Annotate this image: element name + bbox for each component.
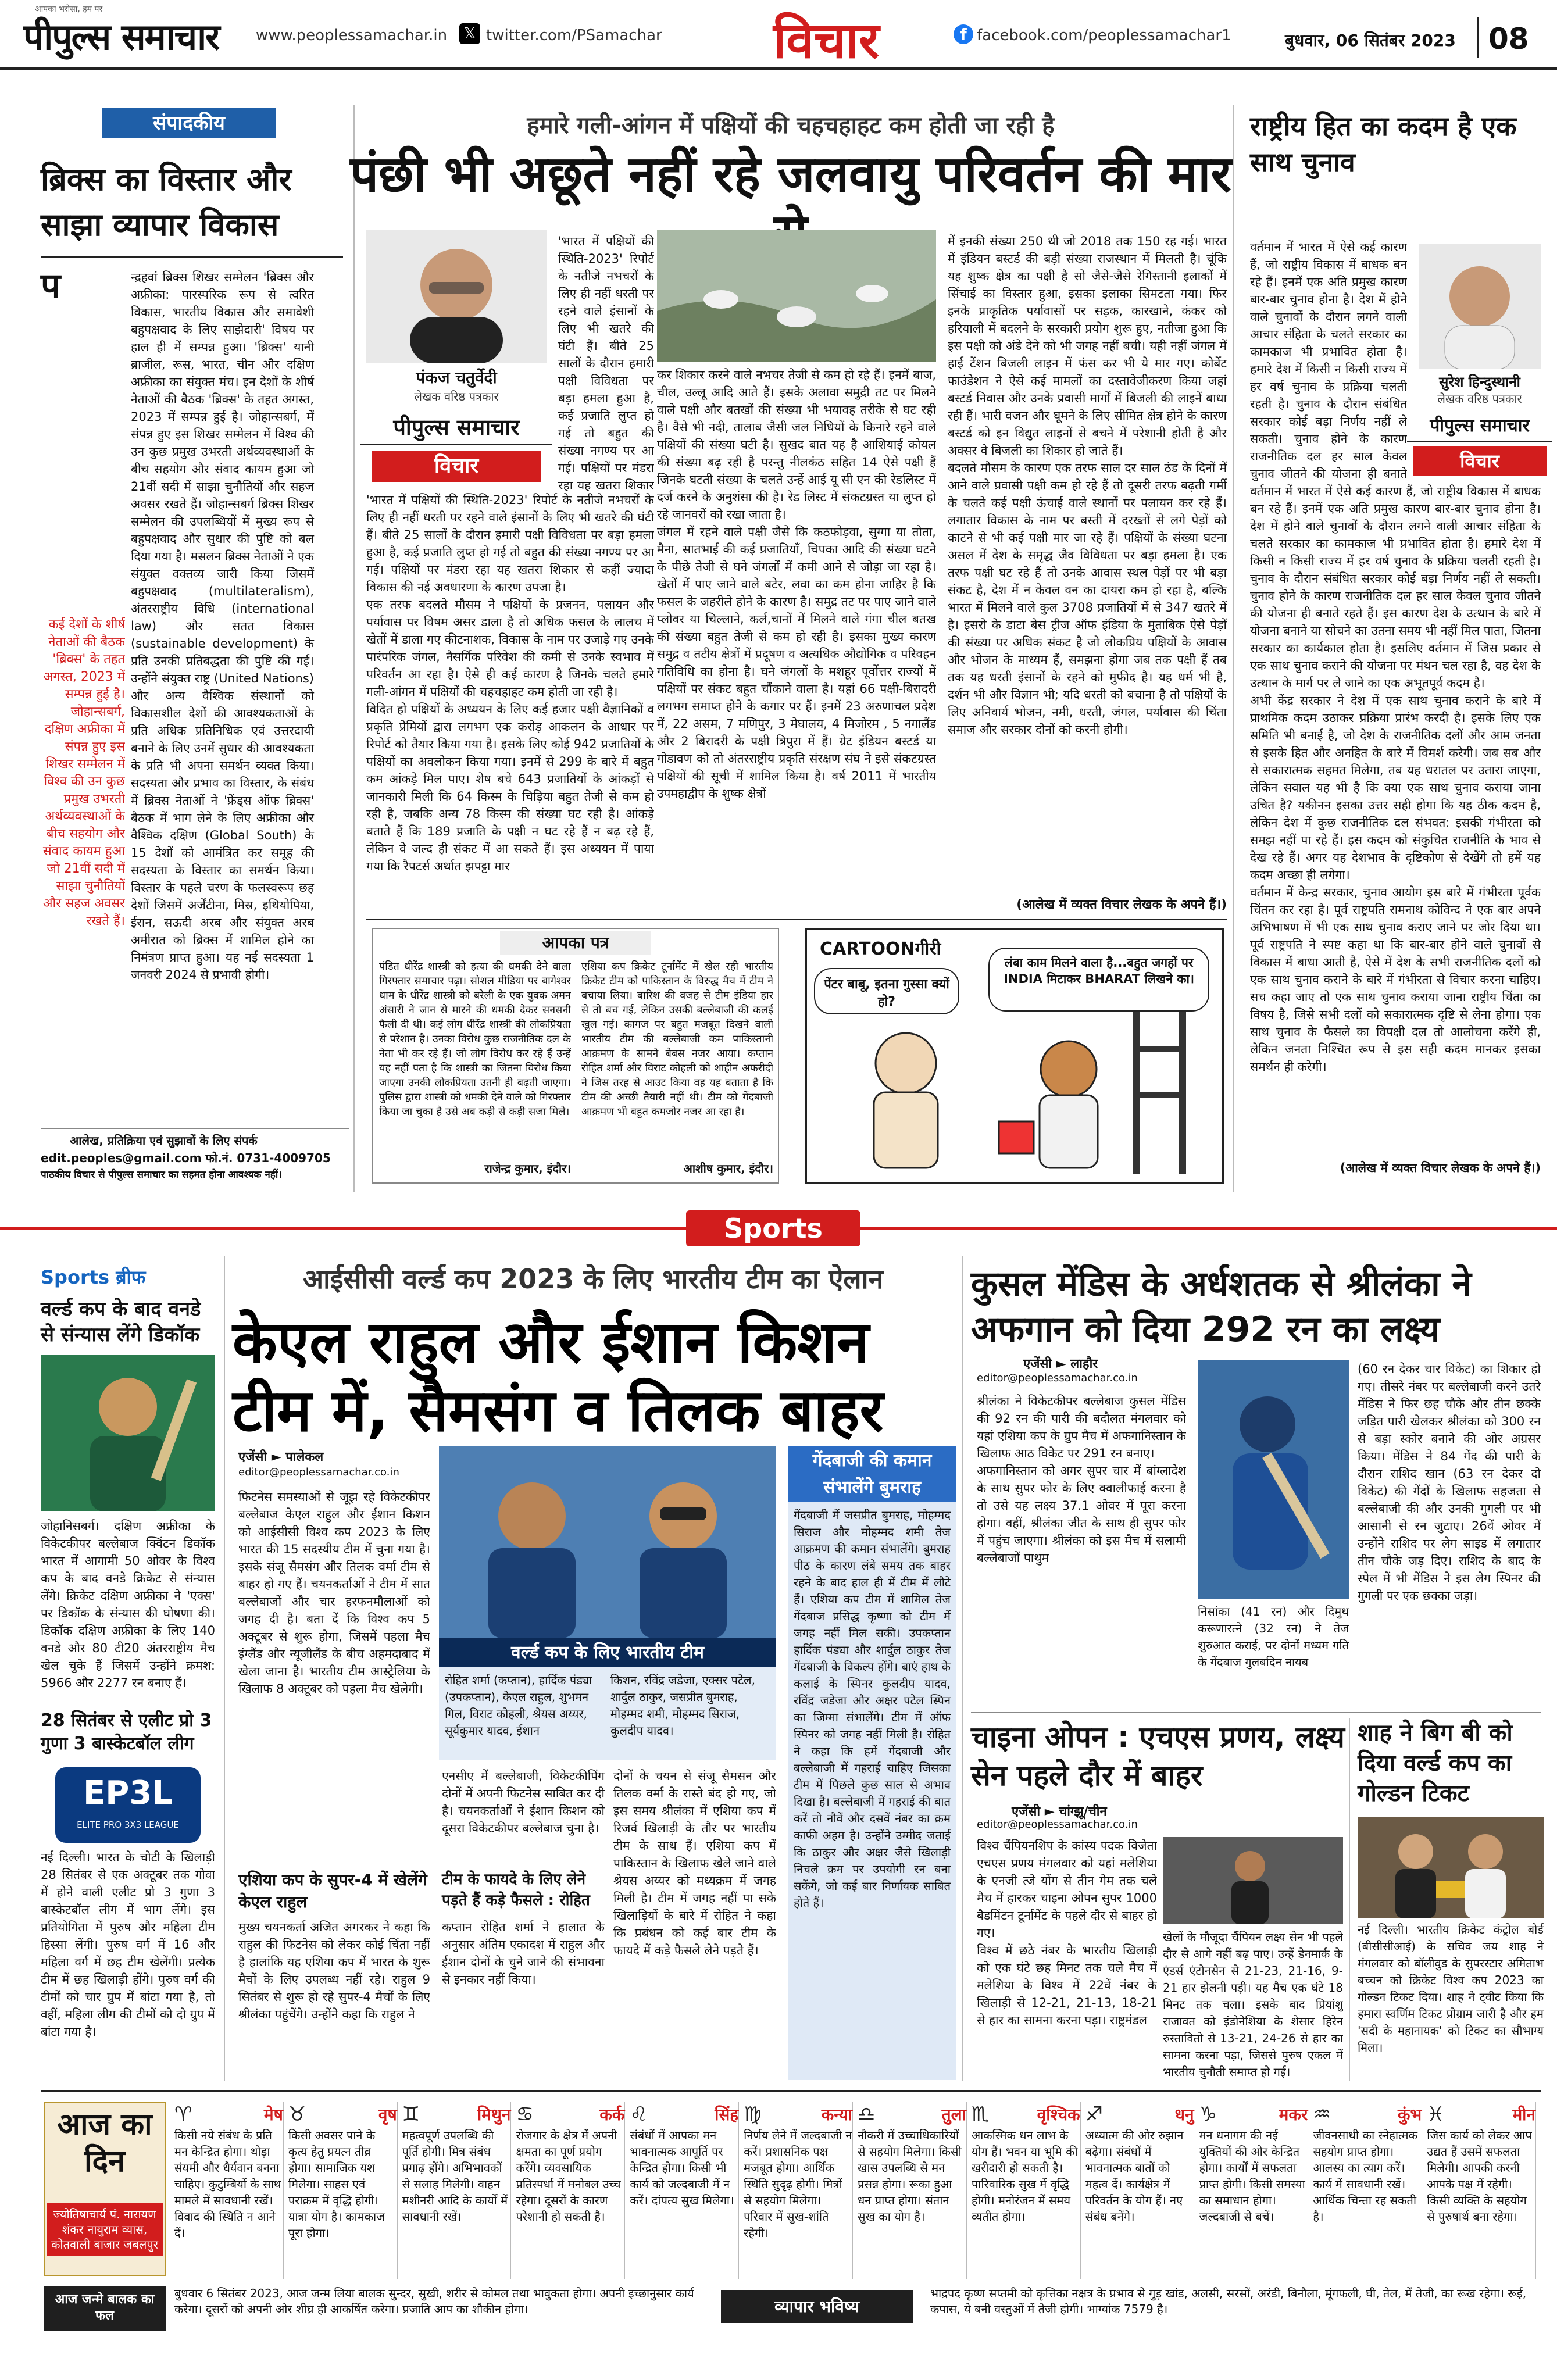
rashi-cell xyxy=(1313,2102,1422,2279)
birds-on-shore-icon xyxy=(657,230,936,362)
horoscope-top-rule xyxy=(41,2090,1541,2092)
china-headline: चाइना ओपन : एचएस प्रणय, लक्ष्य सेन पहले दौर में बाहर xyxy=(971,1720,1345,1792)
mendis-headline: कुसल मेंडिस के अर्धशतक से श्रीलंका ने अफगान को दिया 292 रन का लक्ष्य xyxy=(971,1264,1472,1350)
zodiac-8-icon: ♏ xyxy=(971,2103,990,2126)
masthead xyxy=(0,0,1557,70)
author-role: लेखक वरिष्ठ पत्रकार xyxy=(414,389,499,403)
editorial-pullquote: कई देशों के शीर्ष नेताओं की बैठक 'ब्रिक्स' के तहत अगस्त, 2023 में सम्पन्न हुई है। जोहान्सबर्ग, दक्षिण अफ्रीका में संपन्न हुए इस शिखर सम्मेलन में विश्व की उन कुछ प्रमुख उभरती अर्थव्यवस्थाओं के बीच सहयोग और संवाद कायम हुआ जो 21वीं सदी में साझा चुनौतियों और सहज अवसर रखते हैं। xyxy=(42,617,125,928)
wc-sub1: एशिया कप के सुपर-4 में खेलेंगे केएल राहुल xyxy=(238,1870,427,1911)
letter-1-body: पंडित धीरेंद्र शास्त्री को हत्या की धमकी देने वाला गिरफ्तार समाचार पढ़ा। सोशल मीडिया पर बागेश्वर धाम के धीरेंद्र शास्त्री को बरेली के एक युवक अमन अंसारी ने जान से मारने की धमकी देकर सनसनी फैली दी थी। कई लोग धीरेंद्र शास्त्री की लोकप्रियता से परेशान है। उनका विरोध कुछ राजनीतिक दल के नेता भी कर रहे हैं। जो लोग विरोध कर रहे हैं उन्हें यह नहीं पता है कि शास्त्री का जितना विरोध किया जाएगा उनकी लोकप्रियता उतनी ही बढ़ती जाएगा। पुलिस द्वारा शास्त्री को धमकी देने वाले को गिरफ्तार किया जा चुका है उसे अब कड़ी से कड़ी सजा मिले। xyxy=(379,960,571,1118)
birds-photo xyxy=(657,230,936,362)
rashi-text: किसी अवसर पाने के कृत्य हेतु प्रयत्न तीव्र होगा। सामाजिक यश मिलेगा। साहस एवं पराक्रम में वृद्धि होगी। यात्रा योग है। कामकाज पूरा होगा। xyxy=(288,2128,385,2240)
mendis-body2: (60 रन देकर चार विकेट) का शिकार हो गए। तीसरे नंबर पर बल्लेबाजी करने उतरे मेंडिस ने फिर छह चौके और तीन छक्के जड़ित पारी खेलकर श्रीलंका को 300 रन से बड़ा स्कोर बनाने की ओर अग्रसर किया। मेंडिस ने 84 गेंद की पारी के दौरान राशिद खान (63 रन देकर दो विकेट) की गेंदों के खिलाफ सहजता से बल्लेबाजी की और उनकी गुगली पर भी आसानी से रन जुटाए। 26वें ओवर में उन्होंने राशिद पर लेग साइड में लगातार तीन चौके जड़ दिए। राशिद के बाद के स्पेल में भी मेंडिस ने इस लेग स्पिनर की गुगली पर एक छक्का जड़ा। xyxy=(1358,1362,1541,1603)
badminton-player-icon xyxy=(1163,1837,1343,1924)
zodiac-1-icon: ♈ xyxy=(174,2103,192,2126)
birthday-label: आज जन्मे बालक का फल xyxy=(44,2286,166,2331)
lead-headline: पंछी भी अछूते नहीं रहे जलवायु परिवर्तन की मार xyxy=(350,145,1231,203)
zodiac-4-icon: ♋ xyxy=(516,2103,534,2126)
rashi-header xyxy=(744,2102,852,2127)
rashi-name: कन्या xyxy=(821,2105,852,2124)
rashi-cell xyxy=(174,2102,284,2279)
zodiac-3-icon: ♊ xyxy=(402,2103,420,2126)
cricketer-photo-icon xyxy=(41,1355,215,1511)
twitter-link[interactable]: twitter.com/PSamachar xyxy=(486,27,662,44)
lead-badge-section: विचार xyxy=(372,451,541,482)
cartoon-bubble-2: लंबा काम मिलने वाला है...बहुत जगहों पर INDIA मिटाकर BHARAT लिखने का। xyxy=(988,948,1209,1012)
rashi-text: मन धनागम की नई युक्तियों की ओर केन्द्रित होगा। कार्यों में सफलता प्राप्त होगी। किसी समस्या का समाधान होगा। जल्दबाजी से बचें। xyxy=(1199,2128,1305,2224)
rashi-name: वृष xyxy=(378,2105,397,2124)
letter-2-sign: आशीष कुमार, इंदौर। xyxy=(683,1162,773,1175)
china-dateline: एजेंसी ► चांग्झू/चीन xyxy=(1012,1804,1107,1819)
letter-1-sign: राजेन्द्र कुमार, इंदौर। xyxy=(484,1162,571,1175)
rashi-text: जीवनसाथी का स्नेहात्मक सहयोग प्राप्त होगा। आलस्य का त्याग करें। कार्य में सावधानी रखें। आर्थिक चिन्ता रह सकती है। xyxy=(1313,2128,1417,2224)
team-banner: वर्ल्ड कप के लिए भारतीय टीम xyxy=(439,1638,776,1667)
rashi-text: महत्वपूर्ण उपलब्धि की पूर्ति होगी। मित्र संबंध प्रगाढ़ होंगे। अभिभावकों से सलाह मिलेगी। वाहन मशीनरी आदि के कार्यों में सावधानी रखें। xyxy=(402,2128,508,2224)
author-name: पंकज चतुर्वेदी xyxy=(416,368,497,387)
facebook-link[interactable]: facebook.com/peoplessamachar1 xyxy=(977,27,1231,44)
editorial-body: न्द्रहवां ब्रिक्स शिखर सम्मेलन 'ब्रिक्स और अफ्रीका: पारस्परिक रूप से त्वरित विकास, भारतीय विकास और समावेशी बहुपक्षवाद के लिए साझेदारी' विषय पर हाल ही में सम्पन्न हुआ। 'ब्रिक्स' यानी ब्राजील, रूस, भारत, चीन और दक्षिण अफ्रीका का संयुक्त मंच। इन देशों के शीर्ष नेताओं की बैठक 'ब्रिक्स' के तहत अगस्त, 2023 में सम्पन्न हुई है। जोहान्सबर्ग, में संपन्न हुए इस शिखर सम्मेलन में विश्व की उन कुछ प्रमुख उभरती अर्थव्यवस्थाओं के बीच सहयोग और संवाद कायम हुआ जो 21वीं सदी में साझा चुनौतियों और सहज अवसर रखते हैं। जोहान्सबर्ग ब्रिक्स शिखर सम्मेलन की उपलब्धियों में मुख्य रूप से बहुपक्षवाद और सुधार की पुष्टि को बल दिया गया है। मसलन ब्रिक्स नेताओं ने एक संयुक्त वक्तव्य जारी किया जिसमें बहुपक्षवाद (multilateralism), अंतरराष्ट्रीय विधि (international law) और सतत विकास (sustainable development) के प्रति उनकी प्रतिबद्धता की पुष्टि की गई। उन्होंने संयुक्त राष्ट्र (United Nations) और अन्य वैश्विक संस्थानों को विकासशील देशों की आवश्यकताओं के प्रति अधिक प्रतिनिधिक एवं उत्तरदायी बनाने के लिए उनमें सुधार की आवश्यकता के प्रति भी अपना समर्थन व्यक्त किया। सदस्यता और प्रभाव का विस्तार, के संबंध में ब्रिक्स नेताओं ने 'फ्रेंड्स ऑफ ब्रिक्स' बैठक में भाग लेने के लिए अफ्रीका और वैश्विक दक्षिण (Global South) के 15 देशों को आमंत्रित कर समूह की सदस्यता के विस्तार का समर्थन किया। विस्तार के पहले चरण के फलस्वरूप छह देशों जिसमें अर्जेंटीना, मिस्र, इथियोपिया, ईरान, सऊदी अरब और संयुक्त अरब अमीरात को ब्रिक्स में शामिल होने का निमंत्रण प्राप्त हुआ। यह नई सदस्यता 1 जनवरी 2024 से प्रभावी होगी। xyxy=(131,270,315,982)
rashi-cell xyxy=(516,2102,626,2279)
twitter-x-icon: 𝕏 xyxy=(459,23,480,44)
decock-photo xyxy=(41,1355,215,1511)
players-photo xyxy=(439,1446,776,1638)
editorial-rule xyxy=(41,256,343,258)
bowling-head: गेंदबाजी की कमान संभालेंगे बुमराह xyxy=(788,1446,956,1502)
rashi-cell xyxy=(858,2102,967,2279)
rashi-header xyxy=(972,2102,1080,2127)
lead-badge-brand: पीपुल्स समाचार xyxy=(360,412,552,445)
din-label: दिन xyxy=(84,2144,125,2179)
wc-sub2: टीम के फायदे के लिए लेने पड़ते हैं कड़े फैसले : रोहित xyxy=(442,1871,590,1909)
zodiac-10-icon: ♑ xyxy=(1199,2103,1217,2126)
china-email[interactable]: editor@peoplessamachar.co.in xyxy=(977,1818,1138,1831)
column-divider xyxy=(353,105,355,1192)
wc-kicker: आईसीसी वर्ल्ड कप 2023 के लिए भारतीय टीम का ऐलान xyxy=(302,1263,884,1295)
opinion2-headline: राष्ट्रीय हित का कदम है एक साथ चुनाव xyxy=(1250,110,1517,178)
sports-section-label: Sports xyxy=(686,1210,860,1246)
opinion2-body: वर्तमान में भारत में ऐसे कई कारण हैं, जो राष्ट्रीय विकास में बाधक बन रहे हैं। इनमें एक अति प्रमुख कारण बार-बार चुनाव होना है। देश में होने वाले चुनावों के दौरान लगने वाली आचार संहिता के चलते सरकार का कामकाज भी प्रभावित होता है। हमारे देश में किसी न किसी राज्य में हर वर्ष चुनाव के प्रक्रिया चलती रहती है। चुनाव के दौरान संबंधित सरकार कोई बड़ा निर्णय नहीं ले सकती। चुनाव होने के कारण राजनीतिक दल हर साल केवल चुनाव जीतने की योजना ही बनाते रहते हैं। इस कारण देश के उत्थान के बारे में योजना बनाने या सोचने का उतना समय भी नहीं मिल पाता, जितना सरकार का कार्यकाल होता है। इसलिए वर्तमान में जिस प्रकार से एक साथ चुनाव कराने की योजना पर मंथन चल रहा है, वह देश के उत्थान के मार्ग पर ले जाने का एक अभूतपूर्व कदम है। अभी केंद्र सरकार ने देश में एक साथ चुनाव कराने के बारे में प्राथमिक कदम उठाकर प्रक्रिया प्रारंभ करदी है। इसके लिए एक समिति भी बनाई है, जो देश के राजनीतिक दलों और आम जनता से इसके हित और अनहित के बारे में विमर्श करेगी। जब सब और से सकारात्मक सहमत मिलेगा, तब यह धरातल पर उतारा जाएगा, लेकिन सवाल यह भी है कि क्या एक साथ चुनाव कराया जाना उचित है? यकीनन इसका उत्तर सही होगा कि यह ठीक कदम है, लेकिन देश में कुछ राजनीतिक दल संभवत: इसकी गंभीरता को समझ नहीं पा रहे हैं। इस कदम को संकुचित राजनीति के भाव से देख रहे हैं। अगर यह देशभाव के दृष्टिकोण से देखेंगे तो हमें यह कदम अच्छा ही लगेगा। वर्तमान में केन्द्र सरकार, चुनाव आयोग इस बारे में गंभीरता पूर्वक चिंतन कर रहा है। पूर्व राष्ट्रपति रामनाथ कोविन्द ने एक बार अपने अभिभाषण में भी एक साथ चुनाव कराए जाने पर जोर दिया था। पूर्व राष्ट्रपति ने स्पष्ट कहा था कि बार-बार होने वाले चुनावों से विकास में बाधा आती है, ऐसे में देश के सभी राजनीतिक दलों को एक साथ चुनाव कराने के बारे में गंभीरता से विचार करना चाहिए। सच कहा जाए तो एक साथ चुनाव कराया जाना राष्ट्रीय चिंता का विषय है, जिसे सभी दलों को सकारात्मक दृष्टि से लेना होगा। एक साथ चुनाव के फैसले का विपक्षी दल तो आलोचना करेंगे ही, लेकिन जनता निश्चित रूप से इस सही कदम मानकर इसका समर्थन ही करेगी। xyxy=(1250,484,1541,1074)
rashi-text: नौकरी में उच्चाधिकारियों से सहयोग मिलेगा। किसी खास उपलब्धि से मन प्रसन्न होगा। रूका हुआ धन प्राप्त होगा। संतान सुख का योग है। xyxy=(858,2128,962,2224)
wc-body1: फिटनेस समस्याओं से जूझ रहे विकेटकीपर बल्लेबाज केएल राहुल और ईशान किशन को आईसीसी विश्व कप 2023 के लिए भारत की 15 सदस्यीय टीम में चुना गया है। इसके संजू सैमसंग और तिलक वर्मा टीम से बाहर हो गए हैं। चयनकर्ताओं ने टीम में सात बल्लेबाजों और चार हरफनमौलाओं को जगह दी है। बता दें कि विश्व कप 5 अक्टूबर से शुरू होगा, जिसमें पहला मैच इंग्लैंड और न्यूजीलैंड के बीच अहमदाबाद में खेला जाना है। भारतीय टीम आस्ट्रेलिया के खिलाफ 8 अक्टूबर को पहला मैच खेलेगी। xyxy=(238,1490,430,1696)
cartoon-bubble-1: पेंटर बाबू, इतना गुस्सा क्यों हो? xyxy=(814,968,959,1014)
editorial-dropcap: प xyxy=(41,266,61,306)
golden-headline: शाह ने बिग बी को दिया वर्ल्ड कप का गोल्डन टिकट xyxy=(1358,1720,1513,1807)
mendis-email[interactable]: editor@peoplessamachar.co.in xyxy=(977,1372,1138,1384)
lead-col1-top: 'भारत में पक्षियों की स्थिति-2023' रिपोर्ट के नतीजे नभचरों के लिए ही नहीं धरती पर रहने वाले इंसानों के लिए भी खतरे की घंटी हैं। बीते 25 सालों के दौरान हमारी पक्षी विविधता पर बड़ा हमला हुआ है, कई प्रजाति लुप्त हो गई तो बहुत की संख्या नगण्य पर आ गई। पक्षियों पर मंडरा रहा यह खतरा शिकार xyxy=(558,234,654,492)
lead-col3: में इनकी संख्या 250 थी जो 2018 तक 150 रह गई। भारत में इंडियन बस्टर्ड की बड़ी संख्या राजस्थान में मिलती है। चूंकि यह शुष्क क्षेत्र का पक्षी है सो जैसे-जैसे रेगिस्तानी इलाकों में सिंचाई का विस्तार हुआ, इसका इलाका सिमटता गया। फिर इनके प्राकृतिक पर्यावासों पर सड़क, कारखाने, कंकर को हरियाली में बदलने के सरकारी प्रयोग शुरू हुए, नतीजा हुआ कि इस पक्षी को अंडे देने को भी जगह नहीं बची। यही नहीं जंगल में हाई टेंशन बिजली लाइन में फंस कर भी ये मार गए। कोर्बेट फाउंडेशन ने ऐसे कई मामलों का दस्तावेजीकरण किया जहां बस्टर्ड निवास और उनके प्रवासी मार्गों में बिजली की लाइनें बाधा रही हैं। भारी वजन और घूमने के लिए सीमित क्षेत्र होने के कारण बस्टर्ड को इन विद्युत लाइनों से बचने में परेशानी होती है और अक्सर वे बिजली का शिकार हो जाते हैं। बदलते मौसम के कारण एक तरफ साल दर साल ठंड के दिनों में आने वाले प्रवासी पक्षी कम हो रहे हैं तो दूसरी तरफ बढ़ती गर्मी के चलते कई पक्षी ऊंचाई वाले स्थानों पर पलायन कर रहे हैं। लगातार विकास के नाम पर बस्ती में दरख्तों से लगे पेड़ों को काटने से भी कई पक्षी मार जा रहे हैं। पक्षियों के संख्या घटना असल में देश के समृद्ध जैव विविधता पर बड़ा हमला है। एक तरफ पक्षी घट रहे हैं तो उनके आवास स्थल पेड़ों पर भी बड़ा संकट है, देश में न केवल वन का दायरा कम हो रहा है, बल्कि भारत में मिलने वाले कुल 3708 प्रजातियों में से 347 खतरे में है। इसरो के डाटा बेस ट्रीज ऑफ इंडिया के मुताबिक ऐसे पेड़ों की संख्या पर अधिक संकट है जो लोकप्रिय पक्षियों के आवास और भोजन के माध्यम हैं, समझना होगा जब तक पक्षी हैं तब तक यह धरती इंसानों के रहने को मुफीद है। यह धर्म भी है, दर्शन भी और विज्ञान भी; यदि धरती को बचाना है तो पक्षियों के लिए अनिवार्य भोजन, नमी, धरती, जंगल, पर्यावास की चिंता समाज और सरकार दोनों को करनी होगी। xyxy=(948,234,1227,737)
rashi-name: तुला xyxy=(941,2105,966,2124)
golden-body: नई दिल्ली। भारतीय क्रिकेट कंट्रोल बोर्ड (बीसीसीआई) के सचिव जय शाह ने मंगलवार को बॉलीवुड के सुपरस्टार अमिताभ बच्चन को क्रिकेट विश्व कप 2023 का गोल्डन टिकट दिया। शाह ने ट्वीट किया कि हमारा स्वर्णिम टिकट प्रोग्राम जारी है और हम 'सदी के महानायक' को टिकट का सौभाग्य मिला। xyxy=(1358,1922,1544,2054)
author-portrait-icon xyxy=(1419,244,1541,369)
issue-date: बुधवार, 06 सितंबर 2023 xyxy=(1285,31,1456,50)
china-body2: खेलों के मौजूदा चैंपियन लक्ष्य सेन भी पहले दौर से आगे नहीं बढ़ पाए। उन्हें डेनमार्क के एंडर्स एंटोनसेन से 21-23, 21-16, 9-21 हार झेलनी पड़ी। यह मैच एक घंटे 18 मिनट तक चला। इसके बाद प्रियांशु राजावत को इंडोनेशिया के शेसार हिरेन रुस्तावितो से 13-21, 24-26 से हार का सामना करना पड़ा, जिससे पुरुष एकल में भारतीय चुनौती समाप्त हो गई। xyxy=(1163,1930,1343,2079)
lead-note: (आलेख में व्यक्त विचार लेखक के अपने हैं।) xyxy=(1016,898,1227,912)
rashi-name: मीन xyxy=(1512,2105,1535,2124)
opinion2-note: (आलेख में व्यक्त विचार लेखक के अपने हैं।) xyxy=(1340,1161,1541,1175)
column-divider xyxy=(1233,105,1234,1192)
lead-col1: 'भारत में पक्षियों की स्थिति-2023' रिपोर्ट के नतीजे नभचरों के लिए ही नहीं धरती पर रहने वाले इंसानों के लिए भी खतरे की घंटी हैं। बीते 25 सालों के दौरान हमारी पक्षी विविधता पर बड़ा हमला हुआ है, कई प्रजाति लुप्त हो गई तो बहुत की संख्या नगण्य पर आ गई। पक्षियों पर मंडरा रहा यह खतरा शिकार से कहीं ज्यादा विकास की नई अवधारणा के कारण उपजा है। एक तरफ बदलते मौसम ने पक्षियों के प्रजनन, पलायन और पर्यावास पर विषम असर डाला है तो अधिक फसल के लालच में खेतों में डाला गए कीटनाशक, विकास के नाम पर उजाड़े गए उनके पारंपरिक जंगल, नैसर्गिक परिवेश की कमी से उनके स्वभाव में परिवर्तन आ रहा है। ऐसे ही कई कारण है जिनके चलते हमारे गली-आंगन में पक्षियों की चहचहाहट कम होती जा रही है। विदित हो पक्षियों के अध्ययन के लिए कई हजार पक्षी वैज्ञानिकों व प्रकृति प्रेमियों द्वारा लगभग एक करोड़ आकलन के आधार पर रिपोर्ट को तैयार किया गया है। इसके लिए कोई 942 प्रजातियों के पक्षियों का अवलोकन किया गया। इनमें से 299 के बारे में बहुत कम आंकड़े मिल पाए। शेष बचे 643 प्रजातियों के आंकड़ों से जानकारी मिली कि 64 किस्म के चिड़िया बहुत तेजी से कम हो रही है, जबकि अन्य 78 किस्म की संख्या घट रही है। आंकड़े बताते हैं कि 189 प्रजाति के पक्षी न घट रहे हैं न बढ़ रहे हैं, लेकिन वे जल्द ही संकट में आ सकते हैं। इस अध्ययन में पाया गया कि रैपटर्स अर्थात झपट्टा मार xyxy=(366,493,654,873)
opinion2-badge-brand: पीपुल्स समाचार xyxy=(1407,413,1552,442)
author-photo xyxy=(366,230,547,363)
rashi-text: निर्णय लेने में जल्दबाजी न करें। प्रशासनिक पक्ष मजबूत होगा। आर्थिक स्थिति सुदृढ़ होगी। मित्रों से सहयोग मिलेगा। परिवार में सुख-शांति रहेगी। xyxy=(744,2128,852,2240)
rashi-name: वृश्चिक xyxy=(1037,2105,1080,2124)
rashi-header xyxy=(402,2102,511,2127)
rashi-cell xyxy=(630,2102,739,2279)
website-link[interactable]: www.peoplessamachar.in xyxy=(256,27,448,44)
column-divider xyxy=(1349,1718,1350,2081)
rashi-text: रोजगार के क्षेत्र में अपनी क्षमता का पूर्ण प्रयोग करेंगे। व्यवसायिक प्रतिस्पर्धा में मनोबल उच्च रहेगा। दूसरों के कारण परेशानी हो सकती है। xyxy=(516,2128,621,2224)
rashi-name: कर्क xyxy=(599,2105,625,2124)
page-divider xyxy=(1477,17,1479,58)
wc-email[interactable]: editor@peoplessamachar.co.in xyxy=(238,1466,399,1478)
opinion2-author-photo xyxy=(1419,244,1541,369)
lead-kicker: हमारे गली-आंगन में पक्षियों की चहचहाहट कम होती जा रही है xyxy=(527,112,1055,139)
author-portrait-icon xyxy=(366,230,547,363)
wc-body5: दोनों के चयन से संजू सैमसन और तिलक वर्मा के रास्ते बंद हो गए, जो इस समय श्रीलंका में एशिया कप में रिजर्व खिलाड़ी के तौर पर भारतीय टीम के साथ हैं। एशिया कप में पाकिस्तान के खिलाफ खेले जाने वाले श्रेयस अय्यर को मध्यक्रम में जगह मिली है। टीम में जगह नहीं पा सके खिलाड़ियों के बारे में रोहित ने कहा कि प्रबंधन को कई बार टीम के फायदे में कड़े फैसले लेने पड़ते हैं। xyxy=(613,1769,776,1957)
rashi-header xyxy=(174,2102,283,2127)
page-number: 08 xyxy=(1488,22,1529,56)
brief2-body: नई दिल्ली। भारत के चोटी के खिलाड़ी 28 सितंबर से एक अक्टूबर तक गोवा में होने वाली एलीट प्रो 3 गुणा 3 बास्केटबॉल लीग में भाग लेंगे। इस प्रतियोगिता में पुरुष और महिला टीम हिस्सा लेंगी। पुरुष वर्ग में 16 और महिला वर्ग में छह टीम खेलेंगी। प्रत्येक टीम में छह खिलाड़ी होंगे। पुरुष वर्ग की टीमों को चार ग्रुप में बांटा गया है, तो वहीं, महिला लीग की टीमों को दो ग्रुप में बांटा गया है। xyxy=(41,1850,215,2039)
astrologer-credit: ज्योतिषाचार्य पं. नारायण शंकर नायुराम व्यास, कोतवाली बाजार जबलपुर xyxy=(47,2203,163,2256)
brand-logo[interactable]: पीपुल्स समाचार xyxy=(23,16,219,58)
rashi-name: धनु xyxy=(1174,2105,1194,2124)
brief1-body: जोहानिसबर्ग। दक्षिण अफ्रीका के विकेटकीपर बल्लेबाज क्विंटन डिकॉक भारत में आगामी 50 ओवर के विश्व कप के बाद वनडे क्रिकेट से संन्यास लेंगे। क्रिकेट दक्षिण अफ्रीका ने 'एक्स' पर डिकॉक के संन्यास की घोषणा की। डिकॉक दक्षिण अफ्रीका के लिए 140 वनडे और 80 टी20 अंतरराष्ट्रीय मैच खेल चुके हैं जिसमें उन्होंने क्रमश: 5966 और 2277 रन बनाए हैं। xyxy=(41,1519,215,1690)
rashi-header xyxy=(288,2102,397,2127)
rashi-cell xyxy=(1427,2102,1536,2279)
rashi-cell xyxy=(744,2102,853,2279)
opinion2-author-role: लेखक वरिष्ठ पत्रकार xyxy=(1437,392,1522,406)
team-list-left: रोहित शर्मा (कप्तान), हार्दिक पंड्या (उपकप्तान), केएल राहुल, शुभमन गिल, विराट कोहली, श्रेयस अय्यर, सूर्यकुमार यादव, ईशान xyxy=(445,1673,592,1738)
rashi-header xyxy=(1427,2102,1535,2127)
editorial-disclaimer: पाठकीय विचार से पीपुल्स समाचार का सहमत होना आवश्यक नहीं। xyxy=(41,1169,282,1181)
brief1-title: वर्ल्ड कप के बाद वनडे से संन्यास लेंगे डिकॉक xyxy=(41,1298,201,1346)
amitabh-jay-shah-photo-icon xyxy=(1358,1817,1544,1918)
aaj-ka-label: आज का xyxy=(57,2107,152,2142)
zodiac-9-icon: ♐ xyxy=(1085,2103,1104,2126)
rashi-header xyxy=(858,2102,966,2127)
rashi-cell xyxy=(1085,2102,1195,2279)
china-body1: विश्व चैंपियनशिप के कांस्य पदक विजेता एचएस प्रणय मंगलवार को यहां मलेशिया के एनजी त्जे योंग से तीन गेम तक चले मैच में हारकर चाइना ओपन सुपर 1000 बैडमिंटन टूर्नामेंट के पहले दौर से बाहर हो गए। विश्व में छठे नंबर के भारतीय खिलाड़ी को एक घंटे छह मिनट तक चले मैच में मलेशिया के विश्व में 22वें नंबर के खिलाड़ी से 12-21, 21-13, 18-21 से हार का सामना करना पड़ा। राष्ट्रमंडल xyxy=(977,1839,1157,2027)
column-divider xyxy=(962,1256,963,2081)
rashi-text: संबंधों में आपका मन भावनात्मक आपूर्ति पर केन्द्रित होगा। किसी भी कार्य को जल्दबाजी में न करें। दांपत्य सुख मिलेगा। xyxy=(630,2128,734,2207)
lead-col2: कर शिकार करने वाले नभचर तेजी से कम हो रहे हैं। इनमें बाज, चील, उल्लू आदि आते हैं। इसके अलावा समुद्री तट पर मिलने वाले पक्षी और बतखों की संख्या भी भयावह तरीके से घट रही है। वैसे भी नदी, तालाब जैसी जल निधियों के किनारे रहने वाले पक्षियों की संख्या घटी है। सुखद बात यह है आशियाई कोयल की संख्या बढ़ रही है परन्तु नीलकंठ सहित 14 ऐसे पक्षी हैं जिनके घटती संख्या के चलते उन्हें आई यू सी एन की रेडलिस्ट में दर्ज करने के अनुशंसा की है। रेड लिस्ट में संकटग्रस्त या लुप्त हो रहे जानवरों को रखा जाता है। जंगल में रहने वाले पक्षी जैसे कि कठफोड़वा, सुग्गा या तोता, मैना, सातभाई की कई प्रजातियाँ, चिपका आदि की संख्या घटने के पीछे तेजी से घने जंगलों में कमी आने से जोड़ा जा रहा है। खेतों में पाए जाने वाले बटेर, लवा का कम होना जाहिर है कि फसल के जहरीले होने के कारण है। समुद्र तट पर पाए जाने वाले प्लोवर या चिल्लाने, कर्ल,चानों में मिलने वाले गंगा चील बतख की संख्या बहुत तेजी से कम हो रही है। इसका मुख्य कारण समुद्र व तटीय क्षेत्रों में प्रदूषण व अत्यधिक औद्योगिक व परिवहन गतिविधि का होना है। घने जंगलों के मशहूर पूर्वोत्तर राज्यों में पक्षियों पर संकट बहुत चौंकाने वाला है। यहां 66 पक्षी-बिरादरी लगभग समाप्त होने के कगार पर हैं। इनमें 23 अरुणाचल प्रदेश में, 22 असम, 7 मणिपुर, 3 मेघालय, 4 मिजोरम , 5 नगालैंड और 2 बिरादरी के पक्षी त्रिपुरा में हैं। ग्रेट इंडियन बस्टर्ड या गोडावण को तो अंतरराष्ट्रीय प्रकृति संरक्षण संघ ने इसे संकटग्रस्त पक्षियों की सूची में शामिल किया है। वर्ष 2011 में भारतीय उपमहाद्वीप के शुष्क क्षेत्रों xyxy=(657,368,936,801)
zodiac-12-icon: ♓ xyxy=(1427,2103,1445,2126)
rashi-name: मिथुन xyxy=(477,2105,511,2124)
facebook-icon: f xyxy=(954,24,973,44)
rashi-header xyxy=(516,2102,625,2127)
team-list-right: किशन, रविंद्र जडेजा, एक्सर पटेल, शार्दुल ठाकुर, जसप्रीत बुमराह, मोहम्मद शमी, मोहम्मद सिराज, कुलदीप यादव। xyxy=(610,1673,755,1738)
opinion2-body-top: वर्तमान में भारत में ऐसे कई कारण हैं, जो राष्ट्रीय विकास में बाधक बन रहे हैं। इनमें एक अति प्रमुख कारण बार-बार चुनाव होना है। देश में होने वाले चुनावों के दौरान लगने वाली आचार संहिता के चलते सरकार का कामकाज भी प्रभावित होता है। हमारे देश में किसी न किसी राज्य में हर वर्ष चुनाव के प्रक्रिया चलती रहती है। चुनाव के दौरान संबंधित सरकार कोई बड़ा निर्णय नहीं ले सकती। चुनाव होने के कारण राजनीतिक दल हर साल केवल चुनाव जीतने की योजना ही बनाते xyxy=(1250,240,1407,481)
zodiac-7-icon: ♎ xyxy=(858,2103,876,2126)
birthday-text: बुधवार 6 सितंबर 2023, आज जन्म लिया बालक सुन्दर, सुखी, शरीर से कोमल तथा भावुकता होगा। अपनी इच्छानुसार कार्य करेगा। दूसरों को अपनी ओर शीघ्र ही आकर्षित करेगा। प्रजाति आप का शौकीन होगा। xyxy=(174,2286,694,2316)
badminton-photo xyxy=(1163,1837,1343,1924)
mendis-caption: निसांका (41 रन) और दिमुथ करूणारत्ने (32 रन) ने तेज शुरुआत कराई, पर दोनों मध्यम गति के गेंदबाज गुलबदिन नायब xyxy=(1198,1604,1349,1669)
rashi-cell xyxy=(1199,2102,1309,2279)
rashi-cell xyxy=(972,2102,1081,2279)
mendis-photo xyxy=(1198,1360,1349,1599)
wc-headline: केएल राहुल और ईशान किशन टीम में, सैमसंग व तिलक बाहर xyxy=(233,1308,884,1445)
brand-tagline: आपका भरोसा, हम पर xyxy=(35,5,103,14)
section-title: विचार xyxy=(773,12,880,70)
brief2-title: 28 सितंबर से एलीट प्रो 3 गुणा 3 बास्केटबॉल लीग xyxy=(41,1710,212,1754)
batsman-photo-icon xyxy=(1198,1360,1349,1599)
rashi-cell xyxy=(402,2102,512,2279)
bowling-body: गेंदबाजी में जसप्रीत बुमराह, मोहम्मद सिराज और मोहम्मद शमी तेज आक्रमण की कमान संभालेंगे। बुमराह पीठ के कारण लंबे समय तक बाहर रहने के बाद हाल ही में टीम में लौटे हैं। एशिया कप टीम में शामिल तेज गेंदबाज प्रसिद्ध कृष्णा को टीम में जगह नहीं मिल सकी। उपकप्तान हार्दिक पंड्या और शार्दुल ठाकुर तेज गेंदबाजी के विकल्प होंगे। बाएं हाथ के कलाई के स्पिनर कुलदीप यादव, रविंद्र जडेजा और अक्षर पटेल स्पिन का जिम्मा संभालेंगे। टीम में ऑफ स्पिनर को जगह नहीं मिली है। रोहित ने कहा कि हमें गेंदबाजी और बल्लेबाजी में गहराई चाहिए जिसका टीम में पिछले कुछ साल से अभाव दिखा है। बल्लेबाजी में गहराई की बात करें तो नौवें और दसवें नंबर का क्रम काफी अहम है। उन्होंने उम्मीद जताई कि ठाकुर और अक्षर जैसे खिलाड़ी निचले क्रम पर उपयोगी रन बना सकेंगे, जो कई बार निर्णायक साबित होते हैं। xyxy=(794,1508,951,1910)
market-text: भाद्रपद कृष्ण सप्तमी को कृत्तिका नक्षत्र के प्रभाव से गुड़ खांड, अलसी, सरसों, अरंडी, बिनौला, मूंगफली, घी, तेल, में तेजी, का रूख रहेगा। रूई, कपास, ये बनी वस्तुओं में तेजी होगी। भाग्यांक 7579 है। xyxy=(930,2286,1527,2316)
rashi-name: सिंह xyxy=(715,2105,739,2124)
rashi-grid xyxy=(174,2102,1541,2279)
opinion2-badge-section: विचार xyxy=(1413,446,1547,476)
mendis-dateline: एजेंसी ► लाहौर xyxy=(1023,1357,1098,1371)
editorial-title: ब्रिक्स का विस्तार और साझा व्यापार विकास xyxy=(41,161,292,243)
rashi-name: कुंभ xyxy=(1397,2105,1422,2124)
rashi-header xyxy=(1085,2102,1194,2127)
ep3l-logo-sub: ELITE PRO 3X3 LEAGUE xyxy=(77,1820,179,1830)
opinion2-author-name: सुरेश हिन्दुस्थानी xyxy=(1439,374,1520,390)
zodiac-6-icon: ♍ xyxy=(744,2103,762,2126)
editorial-contact-email[interactable]: edit.peoples@gmail.com फो.नं. 0731-4009705 xyxy=(41,1151,331,1165)
rashi-text: आकस्मिक धन लाभ के योग हैं। भवन या भूमि की खरीदारी हो सकती है। पारिवारिक सुख में वृद्धि होगी। मनोरंजन में समय व्यतीत होगा। xyxy=(971,2128,1078,2224)
zodiac-11-icon: ♒ xyxy=(1313,2103,1331,2126)
sports-brief-label: Sports ब्रीफ xyxy=(41,1266,146,1288)
rashi-name: मेष xyxy=(263,2105,283,2124)
ep3l-logo-text: EP3L xyxy=(83,1774,173,1812)
wc-body2: मुख्य चयनकर्ता अजित अगरकर ने कहा कि राहुल की फिटनेस को लेकर कोई चिंता नहीं है हालांकि यह एशिया कप में भारत के शुरू मैचों के लिए उपलब्ध नहीं रहे। राहुल 9 सितंबर से शुरू हो रहे सुपर-4 मैचों के लिए श्रीलंका पहुंचेंगे। उन्होंने कहा कि राहुल ने xyxy=(238,1920,430,2021)
column-divider xyxy=(224,1256,225,2081)
rashi-cell xyxy=(288,2102,398,2279)
cartoon-title: CARTOONगीरी xyxy=(820,939,941,959)
rashi-header xyxy=(630,2102,738,2127)
rashi-name: मकर xyxy=(1279,2105,1308,2124)
rashi-text: अध्यात्म की ओर रुझान बढ़ेगा। संबंधों में भावनात्मक बातों को महत्व दें। कार्यक्षेत्र में परिवर्तन के योग हैं। नए संबंध बनेंगे। xyxy=(1085,2128,1184,2224)
letters-title: आपका पत्र xyxy=(500,931,651,955)
market-label: व्यापार भविष्य xyxy=(721,2290,913,2323)
golden-ticket-photo xyxy=(1358,1817,1544,1918)
rashi-text: किसी नये संबंध के प्रति मन केन्द्रित होगा। थोड़ा संयमी और धैर्यवान बनना चाहिए। कुटुम्बियों के साथ मामले में सावधानी रखें। विवाद की स्थिति न आने दें। xyxy=(174,2128,281,2240)
zodiac-2-icon: ♉ xyxy=(288,2103,306,2126)
editorial-footer-rule xyxy=(41,1128,349,1129)
rashi-header xyxy=(1199,2102,1308,2127)
wc-body3: एनसीए में बल्लेबाजी, विकेटकीपिंग दोनों में अपनी फिटनेस साबित कर दी है। चयनकर्ताओं ने ईशान किशन को दूसरा विकेटकीपर बल्लेबाज चुना है। xyxy=(442,1769,605,1835)
rashi-text: जिस कार्य को लेकर आप उद्यत हैं उसमें सफलता मिलेगी। आपकी करनी आपके पक्ष में रहेगी। किसी व्यक्ति के सहयोग से पुरुषार्थ बना रहेगा। xyxy=(1427,2128,1532,2224)
ep3l-logo xyxy=(55,1767,201,1843)
editorial-label: संपादकीय xyxy=(102,108,276,138)
wc-body4: कप्तान रोहित शर्मा ने हालात के अनुसार अंतिम एकादश में राहुल और ईशान दोनों के चुने जाने की संभावना से इनकार नहीं किया। xyxy=(442,1920,605,1986)
section-rule xyxy=(971,1712,1541,1713)
zodiac-5-icon: ♌ xyxy=(630,2103,648,2126)
rashi-header xyxy=(1313,2102,1422,2127)
lead-bottom-rule xyxy=(366,919,1227,920)
letter-2-body: एशिया कप क्रिकेट टूर्नामेंट में खेल रही भारतीय क्रिकेट टीम को पाकिस्तान के विरुद्ध मैच में टीम ने बचाया लिया। बारिश की वजह से टीम इंडिया हार से तो बच गई, लेकिन उसकी बल्लेबाजी की कलई खुल गई। कागज पर बहुत मजबूत दिखने वाली भारतीय टीम की बल्लेबाजी कम पाकिस्तानी आक्रमण के सामने बेबस नजर आया। कप्तान रोहित शर्मा और विराट कोहली को शाहीन अफरीदी ने जिस तरह से आउट किया वह यह बताता है कि टीम की अच्छी तैयारी नहीं थी। टीम को गेंदबाजी आक्रमण भी बहुत कमजोर नजर आ रहा है। xyxy=(581,960,773,1118)
rahul-kishan-photo-icon xyxy=(439,1446,776,1638)
editorial-contact-label: आलेख, प्रतिक्रिया एवं सुझावों के लिए संपर्क xyxy=(70,1134,258,1148)
wc-dateline: एजेंसी ► पालेकल xyxy=(238,1450,324,1464)
mendis-body1: श्रीलंका ने विकेटकीपर बल्लेबाज कुसल मेंडिस की 92 रन की पारी की बदौलत मंगलवार को यहां एशिया कप के ग्रुप मैच में अफगानिस्तान के खिलाफ आठ विकेट पर 291 रन बनाए। अफगानिस्तान को अगर सुपर चार में बांग्लादेश के साथ सुपर फोर के लिए क्वालीफाई करना है तो उसे यह लक्ष्य 37.1 ओवर में पूरा करना होगा। वहीं, श्रीलंका जीत के साथ ही सुपर फोर में पहुंच जाएगा। श्रीलंका को इस मैच में सलामी बल्लेबाजों पाथुम xyxy=(977,1394,1186,1565)
